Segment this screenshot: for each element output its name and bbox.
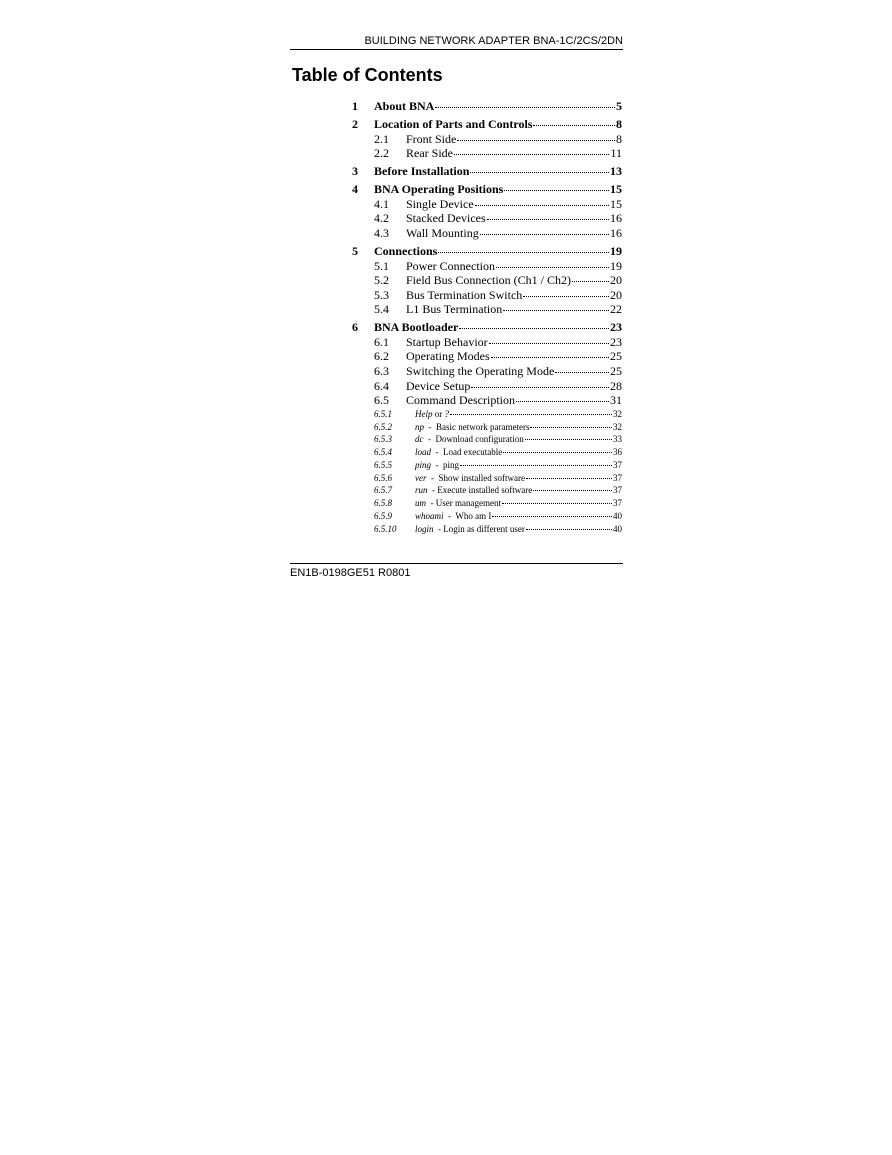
toc-subsubentry-title xyxy=(415,459,459,472)
toc-leader-dots xyxy=(492,515,612,517)
title-separator: - xyxy=(426,472,439,483)
toc-subsubentry-page: 32 xyxy=(613,408,622,419)
toc-subsubentry-title xyxy=(415,472,525,485)
toc-subentry[interactable] xyxy=(352,302,622,317)
toc-subentry-number: 6.3 xyxy=(374,364,389,379)
title-separator: - xyxy=(431,447,444,458)
toc-entry-number: 3 xyxy=(352,164,358,179)
toc-leader-dots xyxy=(457,139,615,141)
title-separator: - xyxy=(443,510,456,521)
toc-subentry-page: 20 xyxy=(610,287,622,302)
toc-subentry-title: Single Device xyxy=(406,196,474,211)
toc-subsubentry[interactable] xyxy=(352,421,622,434)
toc-entry-number: 2 xyxy=(352,116,358,131)
toc-leader-dots xyxy=(438,251,609,253)
toc-leader-dots xyxy=(530,426,612,428)
toc-subsubentry-title xyxy=(415,510,491,523)
toc-subentry[interactable] xyxy=(352,132,622,147)
toc-subsubentry-title xyxy=(415,497,501,510)
toc-entry-page: 8 xyxy=(616,116,622,131)
command-name: Help xyxy=(415,408,433,419)
title-separator: - xyxy=(433,523,444,534)
toc-leader-dots xyxy=(471,386,609,388)
toc-subsubentry-number: 6.5.7 xyxy=(374,485,392,496)
toc-subsubentry[interactable] xyxy=(352,408,622,421)
toc-subsubentry-number: 6.5.5 xyxy=(374,459,392,470)
toc-subentry-title: Wall Mounting xyxy=(406,225,479,240)
toc-subentry[interactable] xyxy=(352,273,622,288)
toc-leader-dots xyxy=(516,400,609,402)
toc-subsubentry-page: 37 xyxy=(613,485,622,496)
toc-subsubentry-title xyxy=(415,433,524,446)
toc-subentry[interactable] xyxy=(352,349,622,364)
toc-entry-title: BNA Bootloader xyxy=(374,320,459,335)
toc-subentry-number: 5.3 xyxy=(374,287,389,302)
title-separator: or xyxy=(432,408,445,419)
toc-leader-dots xyxy=(454,153,609,155)
toc-leader-dots xyxy=(503,451,612,453)
toc-subentry-page: 25 xyxy=(610,349,622,364)
page-footer: EN1B-0198GE51 R0801 xyxy=(290,563,623,580)
toc-subentry-title: Operating Modes xyxy=(406,349,490,364)
toc-leader-dots xyxy=(480,233,609,235)
toc-subentry-page: 16 xyxy=(610,211,622,226)
command-description: Basic network parameters xyxy=(436,421,530,432)
toc-subentry-number: 2.1 xyxy=(374,131,389,146)
command-name: np xyxy=(415,421,424,432)
toc-entry-title: About BNA xyxy=(374,99,435,113)
toc-subentry-page: 31 xyxy=(610,393,622,408)
command-name: ping xyxy=(415,459,432,470)
toc-subsubentry-page: 37 xyxy=(613,472,622,483)
toc-leader-dots xyxy=(470,171,609,173)
toc-subsubentry-page: 37 xyxy=(613,498,622,509)
command-name: whoami xyxy=(415,510,444,521)
toc-leader-dots xyxy=(459,327,609,329)
toc-subentry-title: Stacked Devices xyxy=(406,211,486,226)
toc-leader-dots xyxy=(491,356,609,358)
toc-subsubentry-number: 6.5.3 xyxy=(374,434,392,445)
toc-leader-dots xyxy=(523,295,609,297)
command-name: ver xyxy=(415,472,427,483)
title-separator: - xyxy=(426,498,436,509)
command-description: User management xyxy=(435,498,501,509)
command-description: Execute installed software xyxy=(437,485,533,496)
toc-subsubentry[interactable] xyxy=(352,484,622,497)
toc-subentry-number: 6.2 xyxy=(374,349,389,364)
toc-subentry-title: Startup Behavior xyxy=(406,334,488,349)
toc-leader-dots xyxy=(555,371,609,373)
toc-subsubentry[interactable] xyxy=(352,472,622,485)
toc-entry[interactable] xyxy=(352,164,622,179)
toc-entry[interactable] xyxy=(352,244,622,259)
command-name: load xyxy=(415,447,432,458)
toc-subentry-page: 20 xyxy=(610,273,622,288)
toc-subsubentry-number: 6.5.9 xyxy=(374,510,392,521)
toc-leader-dots xyxy=(460,464,612,466)
toc-subentry[interactable] xyxy=(352,226,622,241)
toc-entry[interactable] xyxy=(352,182,622,197)
toc-entry[interactable] xyxy=(352,117,622,132)
toc-subsubentry[interactable] xyxy=(352,433,622,446)
toc-subentry-number: 5.2 xyxy=(374,273,389,288)
toc-subsubentry-page: 40 xyxy=(613,510,622,521)
toc-entry-page: 15 xyxy=(610,182,622,197)
toc-subentry-page: 15 xyxy=(610,196,622,211)
title-separator: - xyxy=(424,421,436,432)
toc-subentry[interactable] xyxy=(352,211,622,226)
command-name: um xyxy=(415,498,426,509)
toc-leader-dots xyxy=(435,106,615,108)
toc-subsubentry-page: 36 xyxy=(613,447,622,458)
command-description: Download configuration xyxy=(435,434,524,445)
toc-subsubentry-title xyxy=(415,421,529,434)
toc-subsubentry-number: 6.5.8 xyxy=(374,498,392,509)
toc-subentry-number: 2.2 xyxy=(374,146,389,161)
toc-leader-dots xyxy=(533,489,612,491)
toc-entry-page: 23 xyxy=(610,320,622,335)
title-separator: - xyxy=(431,459,444,470)
toc-subentry-page: 25 xyxy=(610,364,622,379)
toc-subentry-title: Command Description xyxy=(406,393,515,408)
command-description: Who am I xyxy=(455,510,492,521)
toc-subentry[interactable] xyxy=(352,288,622,303)
toc-entry-page: 5 xyxy=(616,99,622,113)
toc-subentry-number: 5.1 xyxy=(374,258,389,273)
toc-leader-dots xyxy=(533,124,615,126)
toc-subentry-title: Rear Side xyxy=(406,146,453,161)
toc-subsubentry-page: 32 xyxy=(613,421,622,432)
toc-subsubentry-title xyxy=(415,523,525,536)
toc-entry-title: Before Installation xyxy=(374,164,470,179)
toc-subentry-number: 6.4 xyxy=(374,378,389,393)
toc-subentry-title: Switching the Operating Mode xyxy=(406,364,555,379)
toc-subentry-title: Field Bus Connection (Ch1 / Ch2) xyxy=(406,273,571,288)
page-title: Table of Contents xyxy=(292,65,443,85)
toc-entry-number: 5 xyxy=(352,243,358,258)
toc-entry-title: Location of Parts and Controls xyxy=(374,116,533,131)
command-name: run xyxy=(415,485,428,496)
toc-subsubentry[interactable] xyxy=(352,523,622,536)
toc-subentry-number: 4.1 xyxy=(374,196,389,211)
toc-leader-dots xyxy=(525,438,612,440)
toc-subsubentry-number: 6.5.1 xyxy=(374,408,392,419)
toc-subentry-page: 19 xyxy=(610,258,622,273)
toc-leader-dots xyxy=(526,477,612,479)
table-of-contents xyxy=(352,99,622,535)
toc-subsubentry-number: 6.5.2 xyxy=(374,421,392,432)
toc-subentry-title: L1 Bus Termination xyxy=(406,302,503,317)
toc-subsubentry-page: 33 xyxy=(613,434,622,445)
toc-subsubentry[interactable] xyxy=(352,510,622,523)
toc-subentry-number: 6.1 xyxy=(374,334,389,349)
toc-subsubentry-title xyxy=(415,408,449,421)
toc-subsubentry-page: 37 xyxy=(613,459,622,470)
toc-leader-dots xyxy=(475,204,609,206)
toc-leader-dots xyxy=(572,280,609,282)
toc-subentry-page: 23 xyxy=(610,334,622,349)
toc-subentry[interactable] xyxy=(352,197,622,212)
toc-subentry[interactable] xyxy=(352,335,622,350)
title-separator: - xyxy=(427,485,438,496)
toc-subentry-number: 4.3 xyxy=(374,225,389,240)
toc-leader-dots xyxy=(502,502,612,504)
command-name: login xyxy=(415,523,434,534)
toc-subentry-title: Power Connection xyxy=(406,258,495,273)
toc-subentry-page: 16 xyxy=(610,225,622,240)
command-description: Load executable xyxy=(443,447,503,458)
command-description: ping xyxy=(443,459,460,470)
command-description: Login as different user xyxy=(443,523,525,534)
toc-subsubentry-page: 40 xyxy=(613,523,622,534)
toc-entry[interactable] xyxy=(352,320,622,335)
toc-subsubentry-number: 6.5.6 xyxy=(374,472,392,483)
title-separator: - xyxy=(423,434,436,445)
toc-leader-dots xyxy=(489,342,609,344)
toc-entry-page: 13 xyxy=(610,164,622,179)
toc-entry-title: Connections xyxy=(374,243,438,258)
toc-leader-dots xyxy=(487,218,609,220)
command-alias: ? xyxy=(444,408,449,419)
toc-subentry-title: Bus Termination Switch xyxy=(406,287,523,302)
toc-subentry-page: 28 xyxy=(610,378,622,393)
toc-subentry-title: Front Side xyxy=(406,131,457,146)
toc-entry[interactable] xyxy=(352,99,622,114)
toc-subentry-number: 5.4 xyxy=(374,302,389,317)
page-header: BUILDING NETWORK ADAPTER BNA-1C/2CS/2DN xyxy=(290,35,623,50)
toc-entry-number: 4 xyxy=(352,182,358,197)
toc-subsubentry-number: 6.5.10 xyxy=(374,523,397,534)
toc-subentry[interactable] xyxy=(352,146,622,161)
toc-subentry[interactable] xyxy=(352,259,622,274)
toc-subentry[interactable] xyxy=(352,379,622,394)
toc-subentry-number: 4.2 xyxy=(374,211,389,226)
toc-leader-dots xyxy=(504,189,609,191)
command-description: Show installed software xyxy=(438,472,525,483)
toc-subentry[interactable] xyxy=(352,364,622,379)
toc-entry-title: BNA Operating Positions xyxy=(374,182,504,197)
toc-leader-dots xyxy=(503,309,609,311)
toc-subsubentry-title xyxy=(415,484,532,497)
toc-entry-number: 6 xyxy=(352,320,358,335)
toc-leader-dots xyxy=(496,266,609,268)
toc-entry-number: 1 xyxy=(352,99,358,113)
toc-subentry[interactable] xyxy=(352,393,622,408)
toc-subentry-page: 22 xyxy=(610,302,622,317)
command-name: dc xyxy=(415,434,424,445)
toc-subsubentry[interactable] xyxy=(352,446,622,459)
toc-subsubentry-title xyxy=(415,446,502,459)
toc-entry-page: 19 xyxy=(610,243,622,258)
toc-subentry-title: Device Setup xyxy=(406,378,471,393)
toc-leader-dots xyxy=(450,413,612,415)
toc-subentry-page: 8 xyxy=(616,131,622,146)
toc-subsubentry[interactable] xyxy=(352,459,622,472)
toc-subsubentry[interactable] xyxy=(352,497,622,510)
toc-subentry-page: 11 xyxy=(610,146,622,161)
toc-leader-dots xyxy=(526,528,612,530)
toc-subentry-number: 6.5 xyxy=(374,393,389,408)
toc-subsubentry-number: 6.5.4 xyxy=(374,447,392,458)
